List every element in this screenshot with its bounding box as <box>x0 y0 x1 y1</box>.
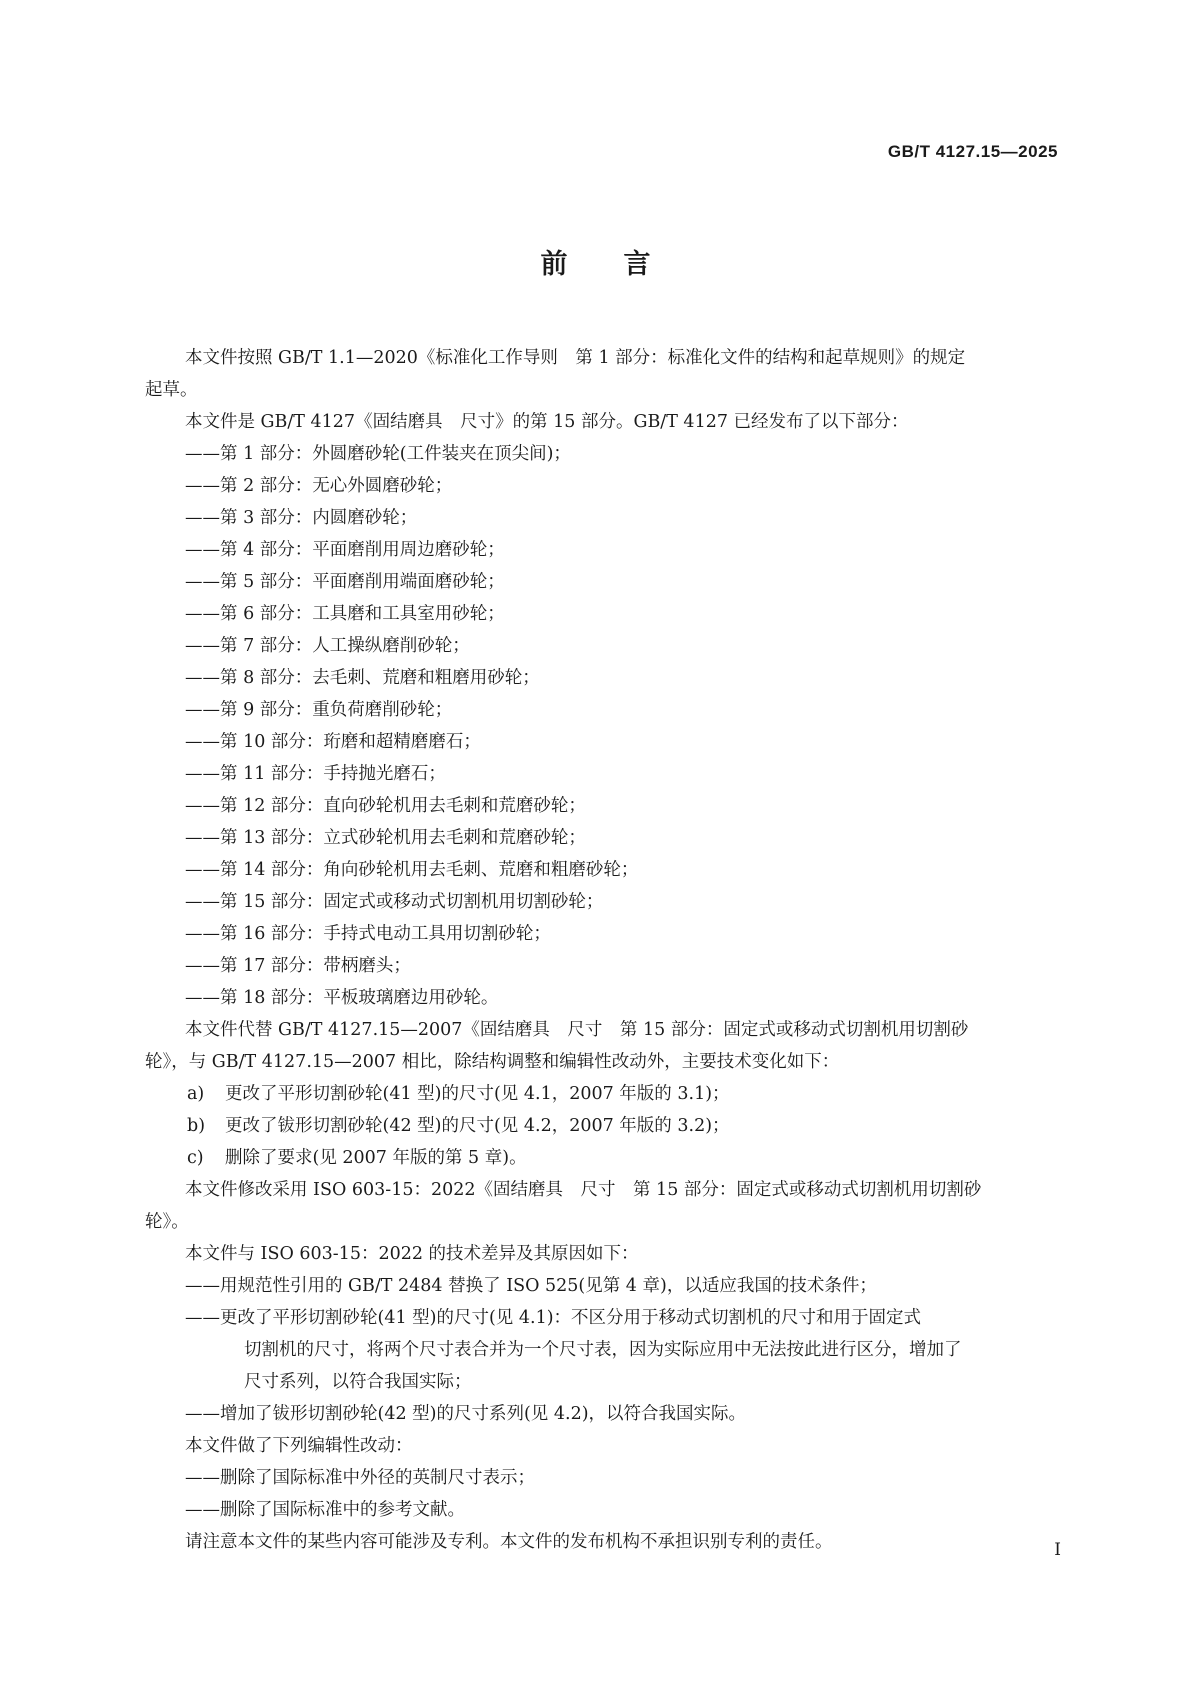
diff-item: ——用规范性引用的 GB/T 2484 替换了 ISO 525(见第 4 章)，以适应我国的技术条件； <box>185 1276 877 1296</box>
change-item-text: 删除了要求(见 2007 年版的第 5 章)。 <box>225 1148 527 1168</box>
list-item: ——第 1 部分：外圆磨砂轮(工件装夹在顶尖间)； <box>185 444 571 464</box>
change-item <box>145 1142 1062 1174</box>
list-item: ——第 7 部分：人工操纵磨削砂轮； <box>185 636 470 656</box>
change-item-tag: c) <box>187 1148 204 1168</box>
list-item: ——第 8 部分：去毛刺、荒磨和粗磨用砂轮； <box>185 668 540 688</box>
list-item: ——第 5 部分：平面磨削用端面磨砂轮； <box>185 572 505 592</box>
replace-line-2: 轮》，与 GB/T 4127.15—2007 相比，除结构调整和编辑性改动外，主要技术变化如下： <box>145 1052 840 1072</box>
list-item: ——第 11 部分：手持抛光磨石； <box>185 764 446 784</box>
change-item <box>145 1078 1062 1110</box>
diff-intro: 本文件与 ISO 603-15：2022 的技术差异及其原因如下： <box>185 1244 639 1264</box>
list-item: ——第 4 部分：平面磨削用周边磨砂轮； <box>185 540 505 560</box>
patent-note: 请注意本文件的某些内容可能涉及专利。本文件的发布机构不承担识别专利的责任。 <box>185 1532 833 1552</box>
list-item: ——第 18 部分：平板玻璃磨边用砂轮。 <box>185 988 499 1008</box>
list-item: ——第 2 部分：无心外圆磨砂轮； <box>185 476 453 496</box>
change-item-tag: a) <box>187 1084 205 1104</box>
diff-item-continuation: 切割机的尺寸，将两个尺寸表合并为一个尺寸表，因为实际应用中无法按此进行区分，增加了 <box>244 1340 962 1360</box>
change-item-text: 更改了钹形切割砂轮(42 型)的尺寸(见 4.2，2007 年版的 3.2)； <box>225 1116 730 1136</box>
list-item: ——第 10 部分：珩磨和超精磨磨石； <box>185 732 481 752</box>
list-item: ——第 12 部分：直向砂轮机用去毛刺和荒磨砂轮； <box>185 796 586 816</box>
foreword-body <box>145 342 1062 1558</box>
change-item-text: 更改了平形切割砂轮(41 型)的尺寸(见 4.1，2007 年版的 3.1)； <box>225 1084 730 1104</box>
series-intro: 本文件是 GB/T 4127《固结磨具 尺寸》的第 15 部分。GB/T 4127 已经发布了以下部分： <box>185 412 909 432</box>
list-item: ——第 14 部分：角向砂轮机用去毛刺、荒磨和粗磨砂轮； <box>185 860 639 880</box>
adopt-line-2: 轮》。 <box>145 1212 189 1232</box>
page-title: 前言 <box>540 249 707 280</box>
editorial-item: ——删除了国际标准中外径的英制尺寸表示； <box>185 1468 535 1488</box>
list-item: ——第 13 部分：立式砂轮机用去毛刺和荒磨砂轮； <box>185 828 586 848</box>
editorial-intro: 本文件做了下列编辑性改动： <box>185 1436 413 1456</box>
page-number: I <box>1054 1540 1061 1560</box>
diff-item: ——增加了钹形切割砂轮(42 型)的尺寸系列(见 4.2)，以符合我国实际。 <box>185 1404 747 1424</box>
list-item: ——第 15 部分：固定式或移动式切割机用切割砂轮； <box>185 892 604 912</box>
diff-item: ——更改了平形切割砂轮(41 型)的尺寸(见 4.1)：不区分用于移动式切割机的尺寸和用于固定式 <box>185 1308 922 1328</box>
list-item: ——第 3 部分：内圆磨砂轮； <box>185 508 418 528</box>
editorial-item: ——删除了国际标准中的参考文献。 <box>185 1500 465 1520</box>
list-item: ——第 17 部分：带柄磨头； <box>185 956 411 976</box>
diff-item-continuation: 尺寸系列，以符合我国实际； <box>244 1372 472 1392</box>
list-item: ——第 6 部分：工具磨和工具室用砂轮； <box>185 604 505 624</box>
intro-line-1: 本文件按照 GB/T 1.1—2020《标准化工作导则 第 1 部分：标准化文件的结构和起草规则》的规定 <box>185 348 966 368</box>
change-item-tag: b) <box>187 1116 206 1136</box>
adopt-line-1: 本文件修改采用 ISO 603-15：2022《固结磨具 尺寸 第 15 部分：固定式或移动式切割机用切割砂 <box>185 1180 982 1200</box>
replace-line-1: 本文件代替 GB/T 4127.15—2007《固结磨具 尺寸 第 15 部分：固定式或移动式切割机用切割砂 <box>185 1020 969 1040</box>
list-item: ——第 16 部分：手持式电动工具用切割砂轮； <box>185 924 551 944</box>
change-item <box>145 1110 1062 1142</box>
standard-number: GB/T 4127.15—2025 <box>887 142 1058 161</box>
intro-line-2: 起草。 <box>145 380 198 400</box>
list-item: ——第 9 部分：重负荷磨削砂轮； <box>185 700 453 720</box>
